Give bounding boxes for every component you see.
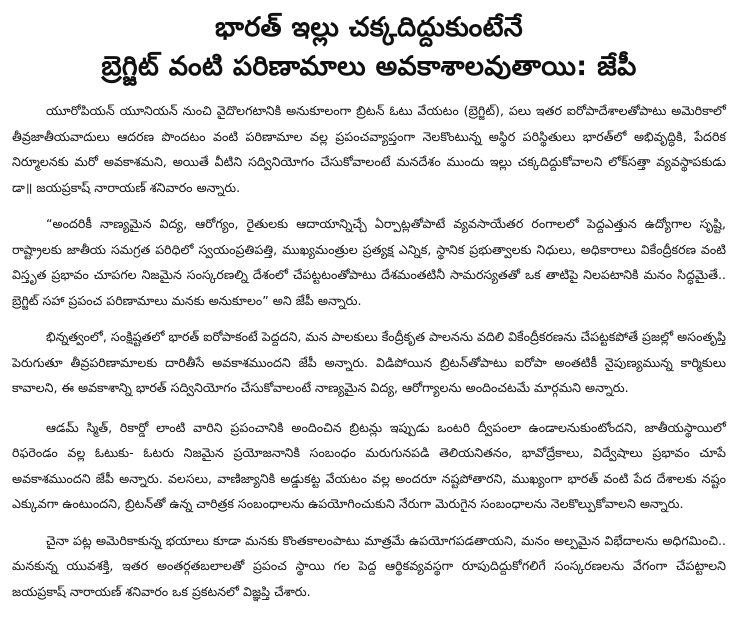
article-body: [12, 98, 726, 604]
article-headline: [12, 8, 726, 86]
paragraph-britain-isolation: ఆడమ్ స్మిత్, రికార్డో లాంటి వారిని ప్రపంచానికి అందించిన బ్రిటన్లు ఇప్పుడు ఒంటరి ద్వీపంలా ఉండాలనుకుంటోందని, జాతీయస్థాయిలో రిఫరెండం వల్ల ఓటుకు- ఓటరు నిజమైన ప్రయోజనానికి సంబంధం మరుగునపడి తెలియనితనం, భావోద్రేకాలు, విద్వేషాలు ప్రభావం చూపే అవకాశముందని జేపీ అన్నారు. వలసలు, వాణిజ్యానికి అడ్డుకట్ట వేయటం వల్ల అందరూ నష్టపోతారని, ముఖ్యంగా భారత్ వంటి పేద దేశాలకు నష్టం ఎక్కువగా ఉంటుందని, బ్రిటన్‌తో ఉన్న చారిత్రక సంబంధాలను ఉపయోగించుకుని నేరుగా మెరుగైన సంబంధాలను నెలకొల్పుకోవాలని అన్నారు.: [12, 419, 726, 511]
paragraph-reforms-quote: “అందరికీ నాణ్యమైన విద్య, ఆరోగ్యం, రైతులకు ఆదాయాన్నిచ్చే ఏర్పాట్లతోపాటే వ్యవసాయేతర రంగాలలో పెద్దఎత్తున ఉద్యోగాల సృష్టి, రాష్ట్రాలకు జాతీయ సమగ్రత పరిధిలో స్వయంప్రతిపత్తి, ముఖ్యమంత్రుల ప్రత్యక్ష ఎన్నిక, స్థానిక ప్రభుత్వాలకు నిధులు, అధికారాలు వికేంద్రీకరణ వంటి విస్తృత ప్రభావం చూపగల నిజమైన సంస్కరణల్ని దేశంలో చేపట్టటంతోపాటు దేశమంతటినీ సామరస్యతతో ఒక తాటిపై నిలపటానికి మనం సిద్ధమైతే.. బ్రెగ్జిట్ సహా ప్రపంచ పరిణామాలు మనకు అనుకూలం” అని జేపీ అన్నారు.: [12, 216, 726, 308]
headline-line-1: భారత్ ఇల్లు చక్కదిద్దుకుంటేనే: [214, 12, 524, 43]
paragraph-china-reforms: చైనా పట్ల అమెరికాకున్న భయాలు కూడా మనకు కొంతకాలంపాటు మాత్రమే ఉపయోగపడతాయని, మనం అల్పమైన విభేదాలను అధిగమించి.. మనకున్న యువశక్తి, ఇతర అంతర్గతబలాలతో ప్రపంచ స్థాయి గల పెద్ద ఆర్థికవ్యవస్థగా రూపుదిద్దుకోగలిగే సంస్కరణలను వేగంగా చేపట్టాలని జయప్రకాష్ నారాయణ్ శనివారం ఒక ప్రకటనలో విజ్ఞప్తి చేశారు.: [12, 532, 726, 599]
headline-line-2: బ్రెగ్జిట్ వంటి పరిణామాలు అవకాశాలవుతాయి: జేపీ: [101, 51, 637, 82]
paragraph-brexit-opportunity: యూరోపియన్ యూనియన్ నుంచి వైదొలగటానికి అనుకూలంగా బ్రిటన్ ఓటు వేయటం (బ్రెగ్జిట్), పలు ఇతర ఐరోపాదేశాలతోపాటు అమెరికాలో తీవ్రజాతీయవాదులు ఆదరణ పొందటం వంటి పరిణామాల వల్ల ప్రపంచవ్యాప్తంగా నెలకొంటున్న అస్థిర పరిస్థితులు భారత్‌లో అభివృద్ధికి, పేదరిక నిర్మూలనకు మరో అవకాశమని, అయితే వీటిని సద్వినియోగం చేసుకోవాలంటే మనదేశం ముందు ఇల్లు చక్కదిద్దుకోవాలని లోక్‌సత్తా వ్యవస్థాపకుడు డా॥ జయప్రకాష్ నారాయణ్ శనివారం అన్నారు.: [12, 103, 726, 195]
paragraph-decentralisation: భిన్నత్వంలో, సంక్షిష్టతలో భారత్ ఐరోపాకంటే పెద్దదని, మన పాలకులు కేంద్రీకృత పాలనను వదిలి వికేంద్రీకరణను చేపట్టకపోతే ప్రజల్లో అసంతృప్తి పెరుగుతూ తీవ్రపరిణామాలకు దారితీసే అవకాశముందని జేపీ అన్నారు. విడిపోయిన బ్రిటన్‌తోపాటు ఐరోపా అంతటికీ నైపుణ్యమున్న కార్మికులు కావాలని, ఈ అవకాశాన్ని భారత్ సద్వినియోగం చేసుకోవాలంటే నాణ్యమైన విద్య, ఆరోగ్యాలను అందించటమే మార్గమని అన్నారు.: [12, 329, 726, 395]
